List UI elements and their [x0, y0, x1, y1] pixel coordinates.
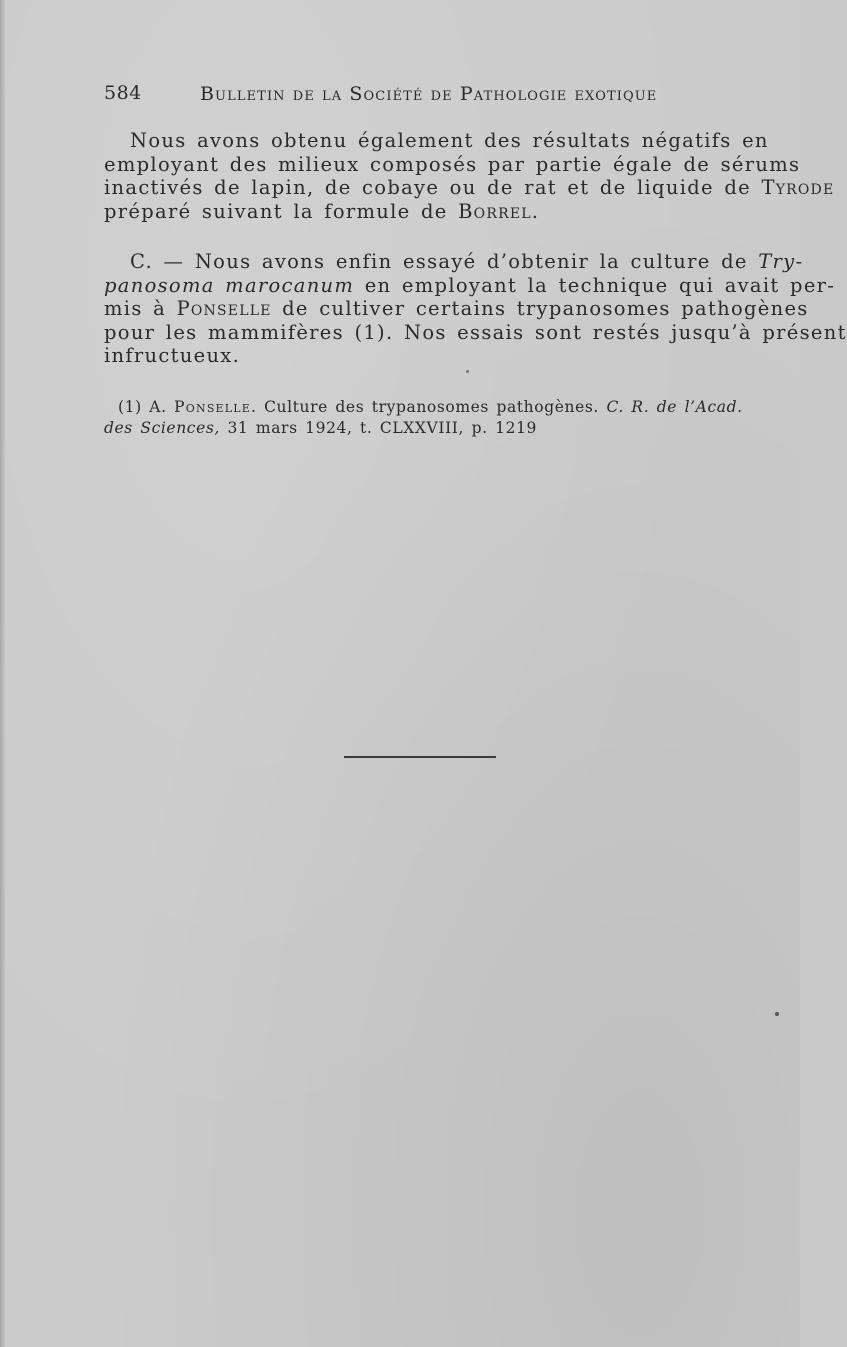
footnote-title: . Culture des trypanosomes pathogènes. — [251, 398, 599, 416]
paragraph-2-line-2-text: en employant la technique qui avait per- — [364, 273, 836, 297]
paragraph-2-line-3 — [104, 297, 809, 321]
end-rule — [344, 756, 496, 758]
paragraph-2-line-5: infructueux. — [104, 344, 241, 367]
running-title: Bulletin de la Société de Pathologie exotique — [200, 83, 658, 105]
footnote-journal: C. R. de l’Acad. des Sciences, — [104, 398, 743, 437]
paragraph-2-line-3-text-a: mis à — [104, 297, 167, 320]
species-name-part-2: panosoma marocanum — [104, 273, 355, 297]
footnote — [104, 397, 754, 439]
paragraph-1-line-4-end: . — [531, 199, 540, 223]
paragraph-1-line-3-text: inactivés de lapin, de cobaye ou de rat et de liquide de — [104, 176, 751, 199]
paragraph-1 — [104, 129, 835, 223]
page-number: 584 — [104, 82, 142, 104]
name-tyrode: Tyrode — [761, 176, 835, 199]
footnote-reference: 31 mars 1924, t. CLXXVIII, p. 1219 — [227, 419, 537, 437]
name-borrel: Borrel — [458, 199, 532, 223]
paper-speck — [466, 370, 469, 373]
footnote-marker: (1) A. — [118, 398, 167, 416]
paragraph-2-line-2 — [104, 273, 836, 298]
paragraph-1-line-4 — [104, 200, 752, 224]
paragraph-2-line-4: pour les mammifères (1). Nos essais sont restés jusqu’à présent — [104, 320, 847, 344]
species-name-part-1: Try- — [758, 250, 804, 273]
paper-speck — [775, 1012, 779, 1016]
paragraph-2-line-3-text-b: de cultiver certains trypanosomes pathogènes — [282, 297, 809, 320]
paragraph-1-line-2: employant des milieux composés par partie égale de sérums — [104, 152, 801, 176]
paragraph-2-line-1 — [104, 250, 804, 274]
name-ponselle: Ponselle — [176, 297, 272, 320]
page-header — [104, 82, 750, 110]
paragraph-1-line-3 — [104, 176, 835, 200]
footnote-author: Ponselle — [174, 398, 252, 416]
paragraph-2 — [104, 250, 847, 368]
paragraph-1-line-4-text: préparé suivant la formule de — [104, 199, 448, 223]
paragraph-1-line-1: Nous avons obtenu également des résultats négatifs en — [130, 129, 769, 152]
paragraph-2-line-1-text: C. — Nous avons enfin essayé d’obtenir la culture de — [130, 250, 748, 273]
